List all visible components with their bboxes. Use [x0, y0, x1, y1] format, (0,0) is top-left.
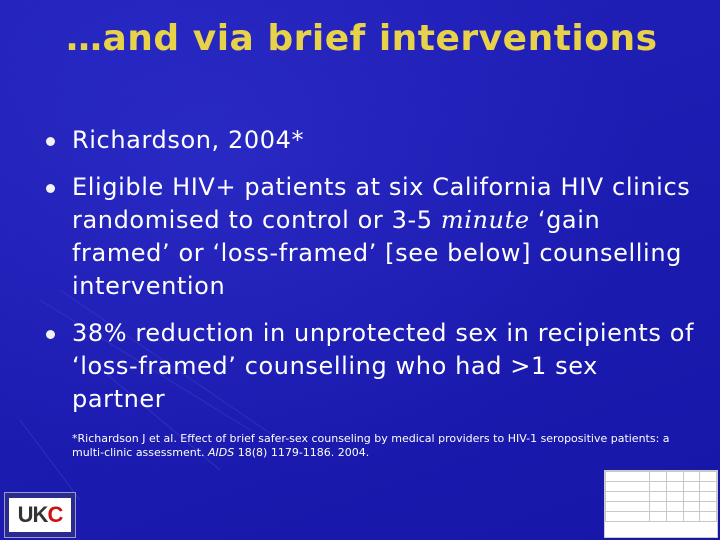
bullet-text: Richardson, 2004*	[72, 126, 305, 154]
table-thumbnail	[604, 470, 718, 538]
slide-title: …and via brief interventions	[66, 18, 658, 59]
bullet-text: 38% reduction in unprotected sex in recipients of ‘loss-framed’ counselling who had >1 sex partner	[72, 319, 695, 413]
table-thumbnail-grid	[605, 471, 717, 522]
bullet-list	[46, 124, 696, 430]
bullet-text-emphasis: minute	[440, 206, 530, 234]
logo-prefix: UK	[17, 502, 48, 527]
bullet-item	[46, 124, 696, 157]
ukc-logo	[4, 492, 76, 538]
footnote	[72, 432, 672, 460]
footnote-journal: AIDS	[208, 446, 235, 459]
bullet-item	[46, 171, 696, 303]
logo-text	[18, 502, 63, 528]
bullet-icon	[46, 184, 55, 193]
bullet-icon	[46, 330, 55, 339]
bullet-icon	[46, 137, 55, 146]
bullet-item	[46, 317, 696, 416]
logo-frame	[9, 498, 71, 532]
footnote-text: *Richardson J et al. Effect of brief safer-sex counseling by medical providers to HIV-1 seropositive patients: a multi-clinic assessment.	[72, 432, 670, 459]
bullet-text-part: ‘gain framed’ or ‘loss-framed’ [see below] counselling intervention	[72, 206, 682, 300]
footnote-text: 18(8) 1179-1186. 2004.	[234, 446, 370, 459]
logo-accent: C	[47, 502, 63, 527]
bullet-text-part: Eligible HIV+ patients at six California HIV clinics randomised to control or 3-5	[72, 173, 691, 234]
